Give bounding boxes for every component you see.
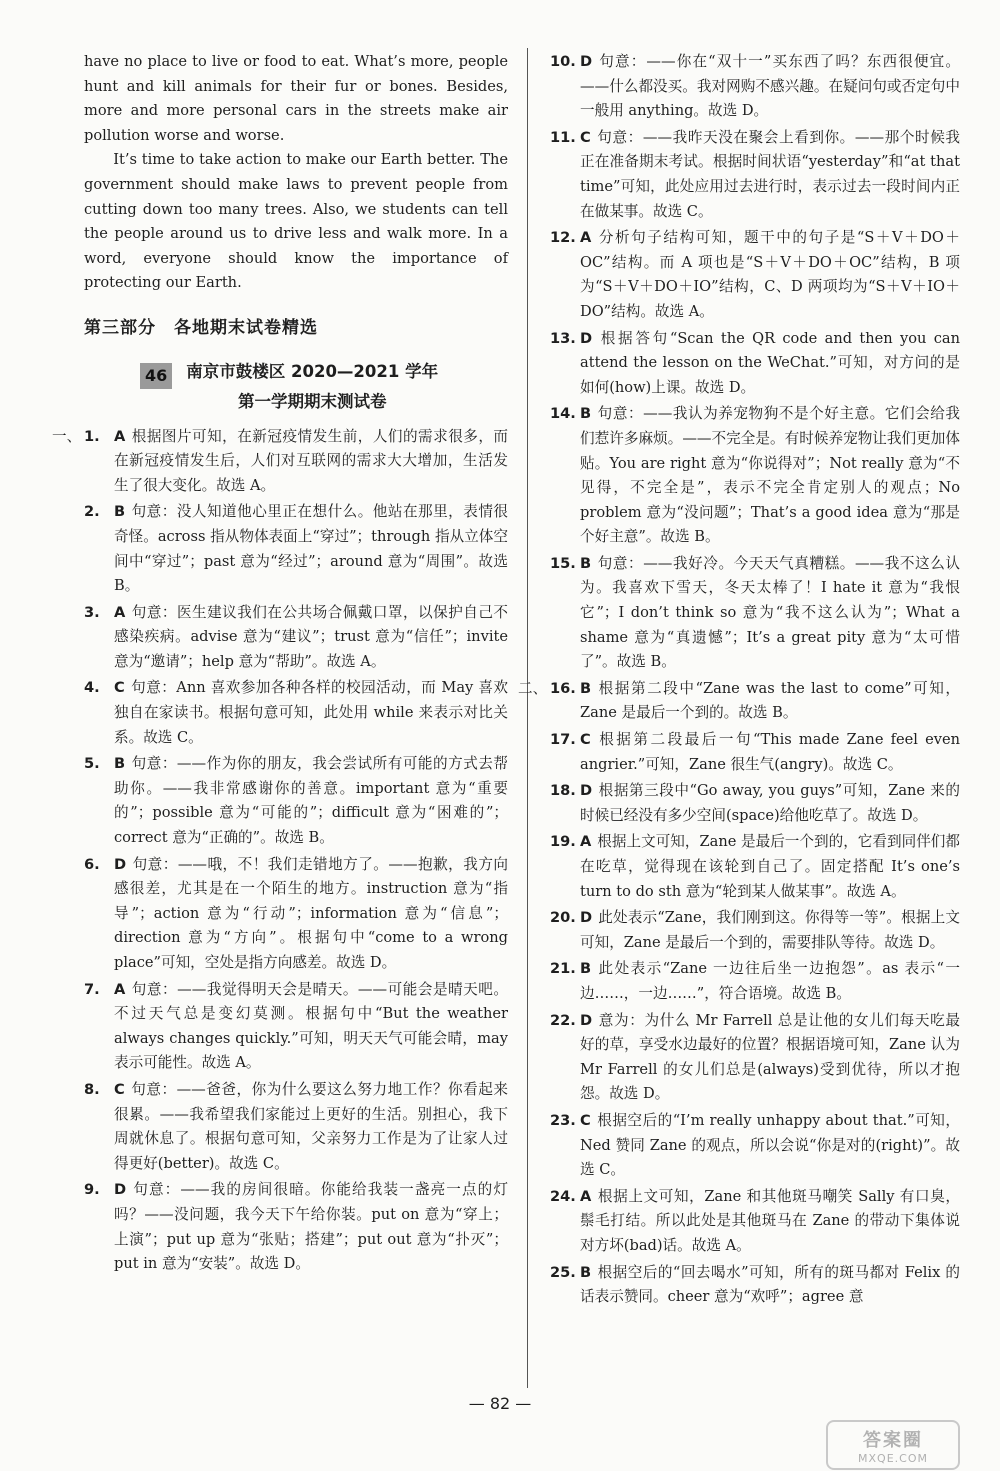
answer-item <box>550 957 960 1006</box>
answer-item <box>84 500 508 598</box>
item-number: 20. <box>550 909 576 927</box>
item-answer: C <box>114 679 125 697</box>
section-marker: 二、 <box>518 679 548 697</box>
answer-item <box>550 1261 960 1310</box>
item-explanation: 根据上文可知，Zane 和其他斑马嘲笑 Sally 有口臭，鬃毛打结。所以此处是其他斑马在 Zane 的带动下集体说对方坏(bad)话。故选 A。 <box>580 1187 960 1254</box>
item-number: 23. <box>550 1111 576 1129</box>
item-explanation: 根据空后的“回去喝水”可知，所有的斑马都对 Felix 的话表示赞同。cheer 意为“欢呼”；agree 意 <box>580 1263 960 1306</box>
answer-item <box>84 676 508 750</box>
item-explanation: 分析句子结构可知，题干中的句子是“S＋V＋DO＋OC”结构。而 A 项也是“S＋V＋DO＋OC”结构，B 项为“S＋V＋DO＋IO”结构，C、D 两项均为“S＋V＋IO＋DO”结构。故选 A。 <box>580 229 960 320</box>
item-explanation: 根据第二段最后一句“This made Zane feel even angrier.”可知，Zane 很生气(angry)。故选 C。 <box>580 731 960 773</box>
item-explanation: 根据上文可知，Zane 是最后一个到的，它看到同伴们都在吃草，觉得现在该轮到自己了。固定搭配 It’s one’s turn to do sth 意为“轮到某人做某事”。故选 A。 <box>580 833 960 900</box>
answer-item <box>550 728 960 777</box>
answer-item <box>84 601 508 675</box>
answer-item <box>84 853 508 976</box>
exam-title <box>186 357 438 417</box>
item-number: 19. <box>550 833 576 851</box>
item-answer: D <box>114 855 127 873</box>
answer-item <box>550 126 960 224</box>
item-explanation: 句意：Ann 喜欢参加各种各样的校园活动，而 May 喜欢独自在家读书。根据句意可知，此处用 while 来表示对比关系。故选 C。 <box>114 679 508 746</box>
item-explanation: 句意：——作为你的朋友，我会尝试所有可能的方式去帮助你。——我非常感谢你的善意。important 意为“重要的”；possible 意为“可能的”；difficult 意为“困难的”；correct 意为“正确的”。故选 B。 <box>114 755 508 847</box>
essay-paragraph: It’s time to take action to make our Earth better. The government should make laws to prevent people from cutting down too many trees. Also, we students can tell the people around us to drive less and walk more. In a word, everyone should know the importance of protecting our Earth. <box>84 151 508 292</box>
answer-item <box>518 677 960 726</box>
item-explanation: 根据图片可知，在新冠疫情发生前，人们的需求很多，而在新冠疫情发生后，人们对互联网的需求大大增加，生活发生了很大变化。故选 A。 <box>114 427 508 494</box>
answer-item <box>550 50 960 124</box>
item-number: 2. <box>84 503 100 521</box>
item-explanation: 句意：——我的房间很暗。你能给我装一盏亮一点的灯吗？——没问题，我今天下午给你装。put on 意为“穿上；上演”；put up 意为“张贴；搭建”；put out 意为“扑灭”；put in 意为“安装”。故选 D。 <box>114 1181 508 1273</box>
item-answer: A <box>580 1187 592 1205</box>
answer-item <box>84 1078 508 1176</box>
item-answer: B <box>114 503 126 521</box>
item-explanation: 句意：——我认为养宠物狗不是个好主意。它们会给我们惹许多麻烦。——不完全是。有时候养宠物让我们更加体贴。You are right 意为“你说得对”；Not really 意为“不见得，不完全是”，表示不完全肯定别人的观点；No problem 意为“没问题”；That’s a good idea 意为“那是个好主意”。故选 B。 <box>580 405 960 546</box>
item-number: 10. <box>550 53 576 70</box>
item-explanation: 句意：——我昨天没在聚会上看到你。——那个时候我正在准备期末考试。根据时间状语“yesterday”和“at that time”可知，此处应用过去进行时，表示过去一段时间内正在做某事。故选 C。 <box>580 128 960 220</box>
answer-item <box>550 552 960 675</box>
item-number: 13. <box>550 329 576 347</box>
item-number: 24. <box>550 1187 576 1205</box>
item-number: 18. <box>550 782 576 800</box>
exam-title-line-1: 南京市鼓楼区 2020—2021 学年 <box>186 361 439 381</box>
page-number: — 82 — <box>468 1394 532 1413</box>
item-answer: D <box>580 909 593 927</box>
item-number: 12. <box>550 229 576 247</box>
left-column <box>52 50 508 1279</box>
item-answer: C <box>580 1111 591 1129</box>
item-number: 6. <box>84 855 100 873</box>
item-explanation: 句意：——爸爸，你为什么要这么努力地工作？你看起来很累。——我希望我们家能过上更好的生活。别担心，我下周就休息了。根据句意可知，父亲努力工作是为了让家人过得更好(better)。故选 C。 <box>114 1080 508 1172</box>
item-number: 3. <box>84 603 100 621</box>
item-answer: B <box>114 755 126 773</box>
item-number: 4. <box>84 679 100 697</box>
essay-ending: have no place to live or food to eat. What’s more, people hunt and kill animals for their fur or bones. Besides, more and more personal cars in the streets make air pollution worse and worse. <box>84 53 508 144</box>
item-answer: A <box>580 229 592 247</box>
item-number: 14. <box>550 405 576 423</box>
item-number: 11. <box>550 128 576 146</box>
column-divider <box>527 48 528 1388</box>
item-answer: B <box>580 554 592 572</box>
answer-item <box>550 1185 960 1259</box>
item-explanation: 根据答句“Scan the QR code and then you can attend the lesson on the WeChat.”可知，对方问的是如何(how)上课。故选 D。 <box>580 329 960 396</box>
answer-item <box>550 402 960 550</box>
item-number: 15. <box>550 554 576 572</box>
item-number: 8. <box>84 1080 100 1098</box>
answer-item <box>550 1009 960 1107</box>
watermark-url: MXQE.COM <box>858 1451 928 1465</box>
answer-item <box>84 1178 508 1276</box>
item-explanation: 根据第三段中“Go away, you guys”可知，Zane 来的时候已经没有多少空间(space)给他吃草了。故选 D。 <box>580 782 960 824</box>
item-number: 21. <box>550 960 576 978</box>
answer-item <box>52 425 508 499</box>
item-answer: D <box>580 53 593 70</box>
item-number: 16. <box>550 679 576 697</box>
item-number: 7. <box>84 980 100 998</box>
item-answer: A <box>114 980 126 998</box>
answer-item <box>550 830 960 904</box>
exam-number-badge: 46 <box>140 363 172 390</box>
item-explanation: 句意：——我觉得明天会是晴天。——可能会是晴天吧。不过天气总是变幻莫测。根据句中“But the weather always changes quickly.”可知，明天天气可能会晴，may 表示可能性。故选 A。 <box>114 980 508 1072</box>
item-answer: C <box>114 1080 125 1098</box>
answer-item <box>550 779 960 828</box>
item-answer: D <box>580 782 593 800</box>
item-number: 25. <box>550 1263 576 1281</box>
answer-item <box>550 327 960 401</box>
item-answer: A <box>114 603 126 621</box>
item-answer: B <box>580 1263 592 1281</box>
item-explanation: 根据第二段中“Zane was the last to come”可知，Zane 是最后一个到的。故选 B。 <box>580 679 960 722</box>
item-explanation: 根据空后的“I’m really unhappy about that.”可知，Ned 赞同 Zane 的观点，所以会说“你是对的(right)”。故选 C。 <box>580 1111 960 1179</box>
answer-item <box>550 226 960 324</box>
item-explanation: 句意：没人知道他心里正在想什么。他站在那里，表情很奇怪。across 指从物体表面上“穿过”；through 指从立体空间中“穿过”；past 意为“经过”；around 意为“周围”。故选 B。 <box>114 503 508 595</box>
item-number: 9. <box>84 1181 100 1199</box>
item-answer: B <box>580 679 592 697</box>
item-explanation: 句意：——我好冷。今天天气真糟糕。——我不这么认为。我喜欢下雪天，冬天太棒了！I hate it 意为“我恨它”；I don’t think so 意为“我不这么认为”；What a shame 意为“真遗憾”；It’s a great pity 意为“太可惜了”。故选 B。 <box>580 554 960 671</box>
part-title: 第三部分 各地期末试卷精选 <box>84 317 318 338</box>
item-answer: D <box>580 1011 593 1029</box>
section-marker: 一、 <box>52 427 82 445</box>
item-number: 5. <box>84 755 100 773</box>
exam-title-line-2: 第一学期期末测试卷 <box>237 391 387 411</box>
item-explanation: 此处表示“Zane 一边往后坐一边抱怨”。as 表示“一边……，一边……”，符合语境。故选 B。 <box>580 960 960 1002</box>
item-explanation: 句意：医生建议我们在公共场合佩戴口罩，以保护自己不感染疾病。advise 意为“建议”；trust 意为“信任”；invite 意为“邀请”；help 意为“帮助”。故选 A。 <box>114 603 508 670</box>
item-answer: C <box>580 731 591 749</box>
answer-item <box>550 906 960 955</box>
item-answer: B <box>580 960 592 978</box>
item-answer: D <box>114 1181 127 1199</box>
right-column <box>518 50 960 1312</box>
watermark-title: 答案圈 <box>863 1429 923 1451</box>
item-answer: A <box>580 833 592 851</box>
item-explanation: 意为：为什么 Mr Farrell 总是让他的女儿们每天吃最好的草，享受水边最好的位置？根据语境可知，Zane 认为 Mr Farrell 的女儿们总是(always)受到优待，所以才抱怨。故选 D。 <box>580 1011 960 1103</box>
item-answer: A <box>114 427 126 445</box>
item-number: 1. <box>84 427 100 445</box>
answer-item <box>550 1109 960 1183</box>
exam-heading <box>84 357 508 417</box>
item-number: 22. <box>550 1011 576 1029</box>
answer-item <box>84 978 508 1076</box>
item-explanation: 此处表示“Zane，我们刚到这。你得等一等”。根据上文可知，Zane 是最后一个到的，需要排队等待。故选 D。 <box>580 909 960 951</box>
answer-item <box>84 752 508 850</box>
item-answer: D <box>580 329 593 347</box>
item-explanation: 句意：——你在“双十一”买东西了吗？东西很便宜。——什么都没买。我对网购不感兴趣。在疑问句或否定句中一般用 anything。故选 D。 <box>580 53 960 120</box>
item-explanation: 句意：——哦，不！我们走错地方了。——抱歉，我方向感很差，尤其是在一个陌生的地方。instruction 意为“指导”；action 意为“行动”；information 意为“信息”；direction 意为“方向”。根据句中“come to a wrong place”可知，空处是指方向感差。故选 D。 <box>114 855 508 971</box>
item-answer: B <box>580 405 592 423</box>
item-answer: C <box>580 128 591 146</box>
item-number: 17. <box>550 731 576 749</box>
site-watermark <box>826 1420 960 1470</box>
